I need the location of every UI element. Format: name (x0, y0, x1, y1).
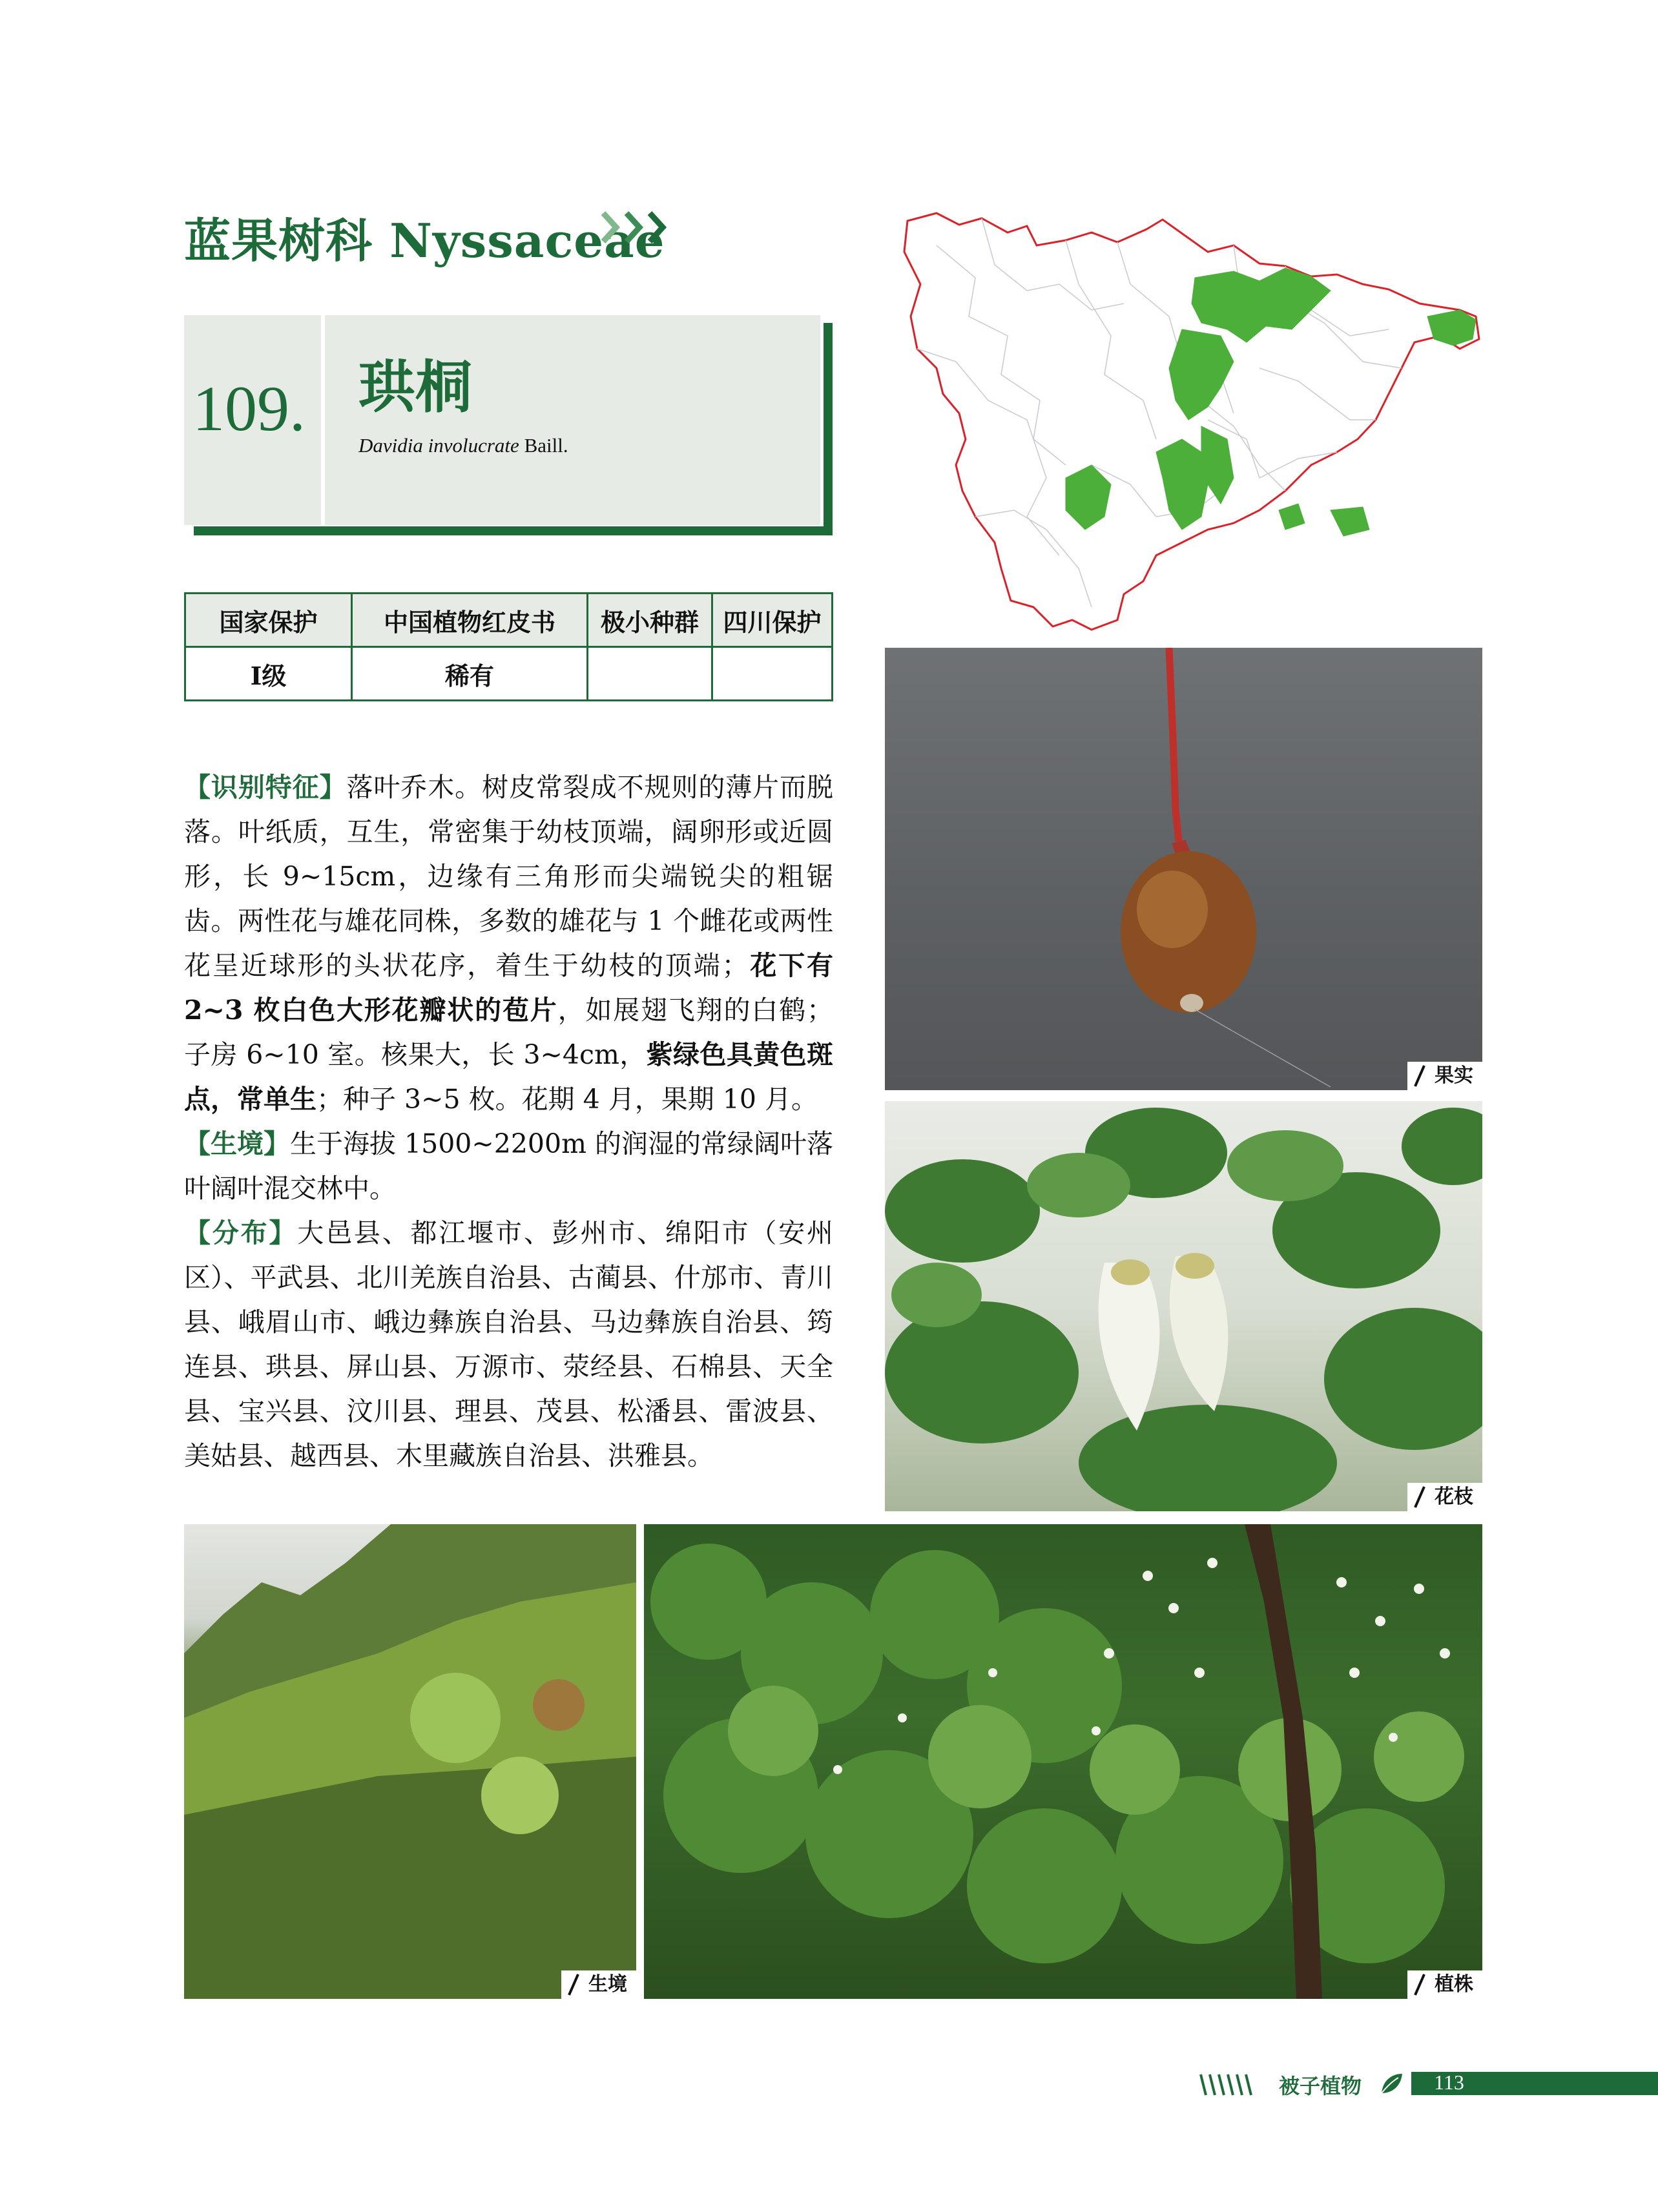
features-text-2: ，如展翅飞翔的白鹤；子房 6~10 室。核果大，长 3~4cm， (184, 995, 833, 1070)
leaf-icon (1379, 2071, 1405, 2096)
habitat-illustration (184, 1524, 636, 1999)
description-text (184, 765, 833, 1478)
footer-decoration-icon (1198, 2072, 1259, 2098)
photo-label-fruit-text: 果实 (1435, 1064, 1473, 1087)
features-paragraph (184, 765, 833, 1122)
plant-illustration (644, 1524, 1482, 1999)
slash-icon (1413, 1064, 1427, 1088)
value-redbook: 稀有 (352, 647, 588, 701)
distribution-map (898, 207, 1486, 633)
header-redbook: 中国植物红皮书 (352, 594, 588, 647)
species-box-divider (321, 315, 325, 525)
species-box-shadow-bottom (194, 526, 833, 535)
table-header-row (185, 594, 833, 647)
habitat-photo (184, 1524, 636, 1999)
features-label: 【识别特征】 (184, 772, 347, 803)
distribution-text: 大邑县、都江堰市、彭州市、绵阳市（安州区）、平武县、北川羌族自治县、古蔺县、什邡市、青川县、峨眉山市、峨边彝族自治县、马边彝族自治县、筠连县、珙县、屏山县、万源市、荥经县、石棉县、天全县、宝兴县、汶川县、理县、茂县、松潘县、雷波县、美姑县、越西县、木里藏族自治县、洪雅县。 (184, 1217, 834, 1471)
header-national: 国家保护 (185, 594, 352, 647)
distribution-paragraph (184, 1211, 833, 1478)
features-bold-2: 紫绿色具黄色斑点，常单生 (184, 1039, 834, 1115)
page-number: 113 (1434, 2071, 1464, 2094)
slash-icon (566, 1973, 581, 1996)
province-outline (904, 213, 1479, 630)
protection-table (184, 592, 833, 701)
header-small-population: 极小种群 (588, 594, 712, 647)
fruit-photo (885, 648, 1482, 1090)
value-sichuan (712, 647, 833, 701)
slash-icon (1413, 1485, 1427, 1509)
header-sichuan: 四川保护 (712, 594, 833, 647)
slash-icon (1413, 1973, 1427, 1996)
footer-section: 被子植物 (1279, 2074, 1362, 2098)
flower-branch-illustration (885, 1101, 1482, 1511)
latin-author: Baill. (519, 434, 568, 457)
photo-label-habitat (561, 1970, 636, 1999)
species-box-shadow (824, 323, 833, 533)
value-national: Ⅰ级 (185, 647, 352, 701)
fruit-illustration (885, 648, 1482, 1090)
value-small-population (588, 647, 712, 701)
chevron-right-icon (601, 208, 678, 247)
latin-binomial: Davidia involucrate (358, 434, 519, 457)
photo-label-flower-branch (1407, 1483, 1482, 1511)
family-title: 蓝果树科 Nyssaceae (184, 213, 665, 268)
species-number: 109. (192, 373, 306, 444)
features-text-3: ；种子 3~5 枚。花期 4 月，果期 10 月。 (316, 1084, 818, 1115)
distribution-label: 【分布】 (184, 1217, 298, 1248)
table-row (185, 647, 833, 701)
habitat-label: 【生境】 (184, 1128, 291, 1159)
flower-branch-photo (885, 1101, 1482, 1511)
photo-label-plant (1407, 1970, 1482, 1999)
features-text: 落叶乔木。树皮常裂成不规则的薄片而脱落。叶纸质，互生，常密集于幼枝顶端，阔卵形或近圆形，长 9~15cm，边缘有三角形而尖端锐尖的粗锯齿。两性花与雄花同株，多数的雄花与 1 个雌花或两性花呈近球形的头状花序，着生于幼枝的顶端； (184, 772, 834, 981)
photo-label-plant-text: 植株 (1435, 1973, 1473, 1996)
photo-label-fruit (1407, 1062, 1482, 1090)
photo-label-flower-branch-text: 花枝 (1435, 1485, 1473, 1508)
habitat-text: 生于海拔 1500~2200m 的润湿的常绿阔叶落叶阔叶混交林中。 (184, 1128, 834, 1204)
photo-label-habitat-text: 生境 (588, 1973, 627, 1996)
plant-photo (644, 1524, 1482, 1999)
habitat-paragraph (184, 1122, 833, 1211)
species-latin-name (358, 434, 568, 457)
species-name-cn: 珙桐 (358, 354, 473, 420)
features-bold-1: 花下有 2~3 枚白色大形花瓣状的苞片 (184, 950, 834, 1026)
